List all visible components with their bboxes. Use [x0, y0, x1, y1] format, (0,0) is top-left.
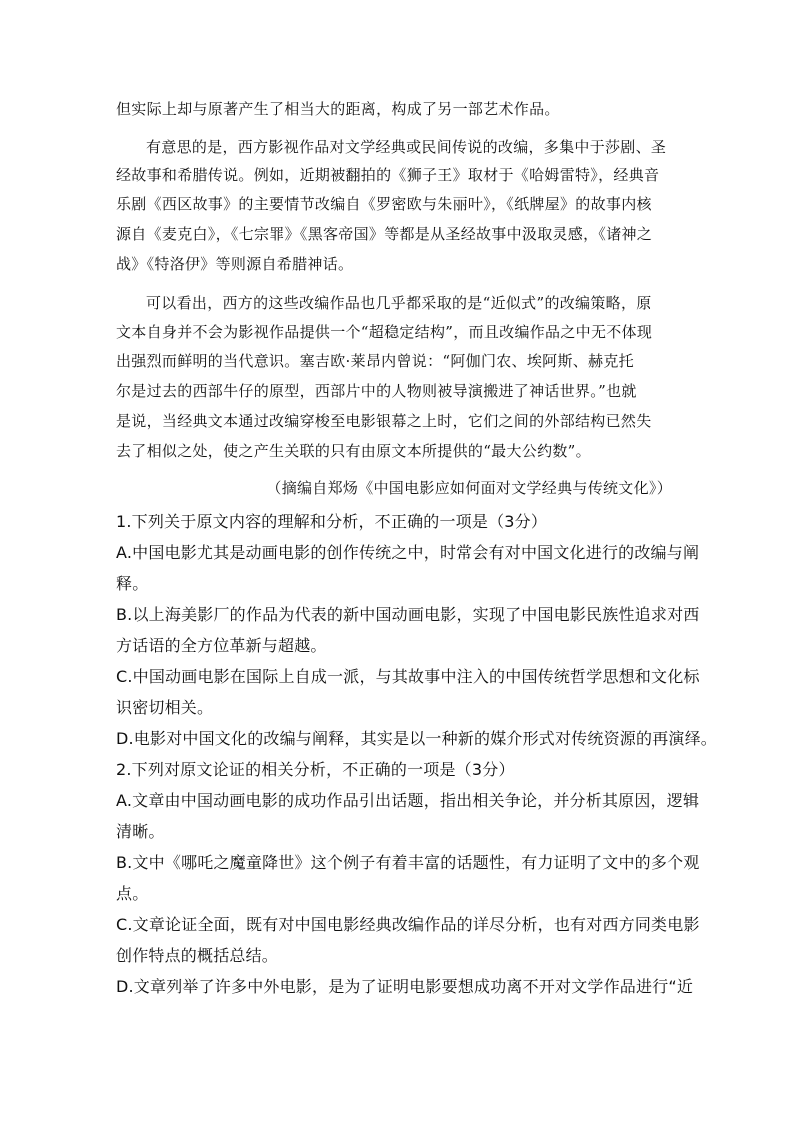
question-2-option-b-cont: 点。 — [116, 884, 149, 903]
question-1-option-c: C.中国动画电影在国际上自成一派，与其故事中注入的中国传统哲学思想和文化标 — [116, 667, 700, 686]
question-1-stem: 1.下列关于原文内容的理解和分析，不正确的一项是（3分） — [116, 512, 548, 531]
passage-line: 但实际上却与原著产生了相当大的距离，构成了另一部艺术作品。 — [116, 100, 560, 118]
question-2-option-d: D.文章列举了许多中外电影，是为了证明电影要想成功离不开对文学作品进行“近 — [116, 977, 694, 996]
passage-line: 出强烈而鲜明的当代意识。塞吉欧·莱昂内曾说：“阿伽门农、埃阿斯、赫克托 — [116, 352, 634, 370]
passage-line: 经故事和希腊传说。例如，近期被翻拍的《狮子王》取材于《哈姆雷特》，经典音 — [116, 166, 660, 184]
question-2-option-c: C.文章论证全面，既有对中国电影经典改编作品的详尽分析，也有对西方同类电影 — [116, 915, 700, 934]
passage-line: 战》《特洛伊》等则源自希腊神话。 — [116, 255, 354, 273]
passage-line: 有意思的是，西方影视作品对文学经典或民间传说的改编，多集中于莎剧、圣 — [146, 138, 667, 156]
question-1-option-a-cont: 释。 — [116, 574, 149, 593]
question-1-option-b: B.以上海美影厂的作品为代表的新中国动画电影，实现了中国电影民族性追求对西 — [116, 605, 700, 624]
question-1-option-a: A.中国电影尤其是动画电影的创作传统之中，时常会有对中国文化进行的改编与阐 — [116, 543, 700, 562]
question-1-option-d: D.电影对中国文化的改编与阐释，其实是以一种新的媒介形式对传统资源的再演绎。 — [116, 729, 718, 748]
passage-line: 乐剧《西区故事》的主要情节改编自《罗密欧与朱丽叶》，《纸牌屋》的故事内核 — [116, 195, 652, 213]
passage-line: 文本自身并不会为影视作品提供一个“超稳定结构”，而且改编作品之中无不体现 — [116, 323, 653, 341]
passage-line: 去了相似之处，使之产生关联的只有由原文本所提供的“最大公约数”。 — [116, 442, 591, 460]
question-1-option-b-cont: 方话语的全方位革新与超越。 — [116, 636, 327, 655]
question-2-option-b: B.文中《哪吒之魔童降世》这个例子有着丰富的话题性，有力证明了文中的多个观 — [116, 853, 700, 872]
question-2-option-a-cont: 清晰。 — [116, 822, 165, 841]
question-2-stem: 2.下列对原文论证的相关分析，不正确的一项是（3分） — [116, 760, 515, 779]
passage-line: 是说，当经典文本通过改编穿梭至电影银幕之上时，它们之间的外部结构已然失 — [116, 412, 652, 430]
question-1-option-c-cont: 识密切相关。 — [116, 698, 214, 717]
passage-line: 源自《麦克白》，《七宗罪》《黑客帝国》等都是从圣经故事中汲取灵感，《诸神之 — [116, 225, 653, 243]
passage-line: 尔是过去的西部牛仔的原型，西部片中的人物则被导演搬进了神话世界。”也就 — [116, 382, 637, 400]
question-2-option-a: A.文章由中国动画电影的成功作品引出话题，指出相关争论，并分析其原因，逻辑 — [116, 791, 700, 810]
question-2-option-c-cont: 创作特点的概括总结。 — [116, 946, 279, 965]
passage-line: 可以看出，西方的这些改编作品也几乎都采取的是“近似式”的改编策略，原 — [146, 294, 652, 312]
passage-source: （摘编自郑炀《中国电影应如何面对文学经典与传统文化》） — [266, 479, 672, 497]
